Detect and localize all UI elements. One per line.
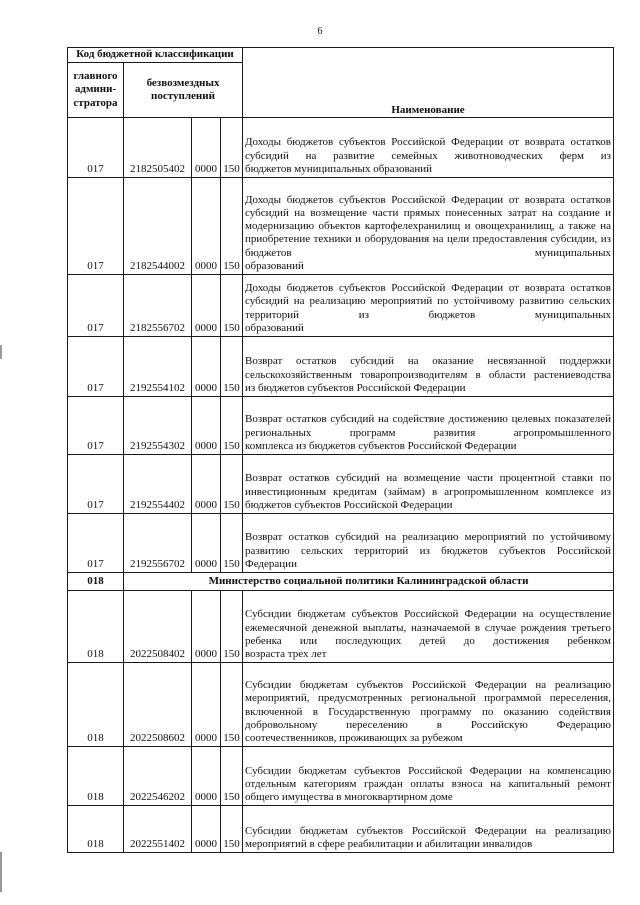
group-row <box>68 573 614 591</box>
name-text: Субсидии бюджетам субъектов Российской Федерации на компенсацию отдельным категориям граждан оплаты взноса на капитальный ремонт <box>245 764 611 790</box>
revenue-code-cell: 2182544002 <box>124 178 192 275</box>
program-code-cell: 0000 <box>192 118 221 178</box>
admin-code-cell: 017 <box>68 275 124 337</box>
name-text: Доходы бюджетов субъектов Российской Федерации от возврата остатков субсидий на возмещение части прямых понесенных затрат на создание и модернизацию объектов картофелехранилищ и овощехранилищ, а также на приобретение техники и оборудования на цели предоставления субсидии, из бюджетов муниципальных <box>245 193 611 259</box>
kosgu-code-cell: 150 <box>221 663 243 747</box>
table-row <box>68 514 614 573</box>
budget-classification-table <box>67 47 614 853</box>
admin-code-cell: 017 <box>68 118 124 178</box>
name-text: Субсидии бюджетам субъектов Российской Федерации на реализацию мероприятий, предусмотренных региональной программой переселения, включенной в Государственную программу по оказанию содействия добровольному переселению в Российскую Федерацию <box>245 679 611 731</box>
name-cell <box>243 337 614 397</box>
admin-code-cell: 018 <box>68 747 124 806</box>
kosgu-code-cell: 150 <box>221 275 243 337</box>
kosgu-code-cell: 150 <box>221 397 243 455</box>
name-text-last: образований <box>245 321 304 334</box>
name-text: Возврат остатков субсидий на оказание несвязанной поддержки сельскохозяйственным товаропроизводителям в области растениеводства <box>245 355 611 381</box>
kosgu-code-cell: 150 <box>221 747 243 806</box>
name-text-last: из бюджетов субъектов Российской Федерации <box>245 381 466 394</box>
revenue-code-cell: 2022546202 <box>124 747 192 806</box>
name-cell <box>243 118 614 178</box>
name-text-last: возраста трех лет <box>245 648 327 660</box>
revenue-code-cell: 2182556702 <box>124 275 192 337</box>
header-name: Наименование <box>243 48 614 118</box>
revenue-code-cell: 2192554102 <box>124 337 192 397</box>
program-code-cell: 0000 <box>192 337 221 397</box>
kosgu-code-cell: 150 <box>221 118 243 178</box>
header-admin: главного админи-стратора <box>68 63 124 118</box>
table-row <box>68 178 614 275</box>
admin-code-cell: 017 <box>68 397 124 455</box>
program-code-cell: 0000 <box>192 455 221 514</box>
name-cell <box>243 397 614 455</box>
name-text: Доходы бюджетов субъектов Российской Федерации от возврата остатков субсидий на реализацию мероприятий по устойчивому развитию сельских территорий из бюджетов муниципальных <box>245 282 611 321</box>
name-cell <box>243 514 614 573</box>
name-text: Субсидии бюджетам субъектов Российской Федерации на осуществление ежемесячной денежной выплаты, назначаемой в случае рождения третьего ребенка или последующих детей до достижения ребенком <box>245 608 611 647</box>
revenue-code-cell: 2192556702 <box>124 514 192 573</box>
kosgu-code-cell: 150 <box>221 806 243 853</box>
admin-code-cell: 017 <box>68 178 124 275</box>
admin-code-cell: 018 <box>68 591 124 663</box>
name-text: Возврат остатков субсидий на возмещение части процентной ставки по инвестиционным кредитам (займам) в агропромышленном комплексе из <box>245 472 611 498</box>
header-revenue: безвозмездных поступлений <box>124 63 243 118</box>
group-admin-code: 018 <box>68 573 124 591</box>
name-cell <box>243 455 614 514</box>
table-row <box>68 806 614 853</box>
name-text-last: образований <box>245 259 304 272</box>
table-row <box>68 455 614 514</box>
admin-code-cell: 017 <box>68 455 124 514</box>
name-cell <box>243 591 614 663</box>
admin-code-cell: 017 <box>68 337 124 397</box>
admin-code-cell: 018 <box>68 663 124 747</box>
program-code-cell: 0000 <box>192 514 221 573</box>
name-text-last: комплекса из бюджетов субъектов Российской Федерации <box>245 439 517 452</box>
program-code-cell: 0000 <box>192 663 221 747</box>
revenue-code-cell: 2192554402 <box>124 455 192 514</box>
revenue-code-cell: 2022551402 <box>124 806 192 853</box>
header-group-title: Код бюджетной классификации <box>68 48 243 63</box>
kosgu-code-cell: 150 <box>221 337 243 397</box>
program-code-cell: 0000 <box>192 747 221 806</box>
name-text: Субсидии бюджетам субъектов Российской Федерации на реализацию <box>245 824 611 837</box>
revenue-code-cell: 2192554302 <box>124 397 192 455</box>
name-text: Возврат остатков субсидий на содействие достижению целевых показателей региональных программ развития агропромышленного <box>245 413 611 439</box>
table-row <box>68 747 614 806</box>
group-title: Министерство социальной политики Калининградской области <box>124 573 614 591</box>
admin-code-cell: 018 <box>68 806 124 853</box>
name-cell <box>243 806 614 853</box>
kosgu-code-cell: 150 <box>221 178 243 275</box>
table-row <box>68 663 614 747</box>
name-cell <box>243 663 614 747</box>
name-text-last: соотечественников, проживающих за рубежом <box>245 732 463 744</box>
admin-code-cell: 017 <box>68 514 124 573</box>
name-text-last: общего имущества в многоквартирном доме <box>245 791 453 803</box>
page-number: 6 <box>317 26 323 37</box>
name-cell <box>243 178 614 275</box>
program-code-cell: 0000 <box>192 275 221 337</box>
program-code-cell: 0000 <box>192 591 221 663</box>
kosgu-code-cell: 150 <box>221 514 243 573</box>
name-text: Доходы бюджетов субъектов Российской Федерации от возврата остатков субсидий на развитие семейных животноводческих ферм из <box>245 136 611 162</box>
table-row <box>68 337 614 397</box>
name-text-last: мероприятий в сфере реабилитации и абилитации инвалидов <box>245 838 533 850</box>
table-row <box>68 118 614 178</box>
name-text-last: Федерации <box>245 557 297 570</box>
table-row <box>68 397 614 455</box>
revenue-code-cell: 2182505402 <box>124 118 192 178</box>
program-code-cell: 0000 <box>192 806 221 853</box>
name-text-last: бюджетов муниципальных образований <box>245 162 433 175</box>
scan-margin-mark <box>0 852 2 892</box>
table-row <box>68 275 614 337</box>
program-code-cell: 0000 <box>192 178 221 275</box>
revenue-code-cell: 2022508402 <box>124 591 192 663</box>
name-text-last: бюджетов субъектов Российской Федерации <box>245 498 453 511</box>
name-text: Возврат остатков субсидий на реализацию мероприятий по устойчивому развитию сельских территорий из бюджетов субъектов Российской <box>245 531 611 557</box>
revenue-code-cell: 2022508602 <box>124 663 192 747</box>
kosgu-code-cell: 150 <box>221 591 243 663</box>
program-code-cell: 0000 <box>192 397 221 455</box>
table-row <box>68 591 614 663</box>
name-cell <box>243 747 614 806</box>
scan-margin-mark <box>0 345 2 359</box>
name-cell <box>243 275 614 337</box>
kosgu-code-cell: 150 <box>221 455 243 514</box>
